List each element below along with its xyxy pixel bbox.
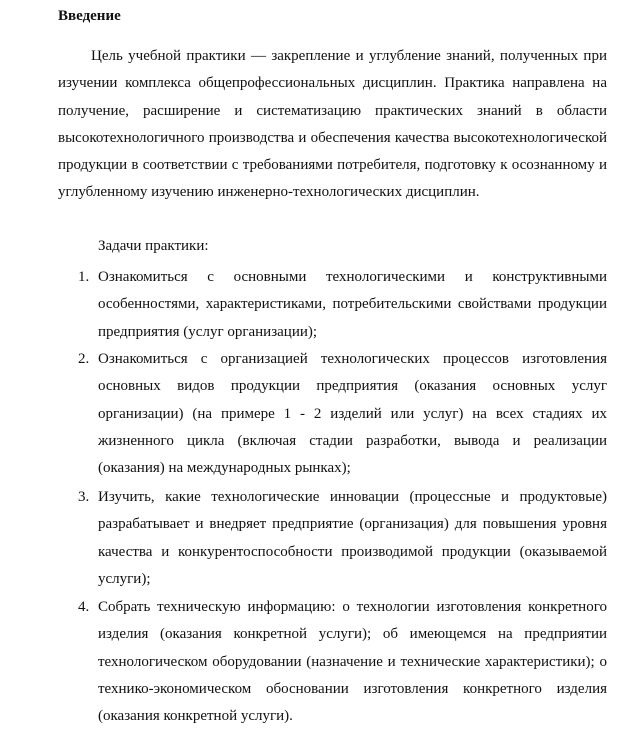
task-number: 4. [78,599,90,615]
task-text: Изучить, какие технологические инновации (процессные и продуктовые) разрабатывает и внедряет предприятие (организация) для повышения уровня качества и конкурентоспособности производимой продукции (оказываемой услуги); [98,489,607,587]
task-text: Ознакомиться с основными технологическими и конструктивными особенностями, характеристиками, потребительскими свойствами продукции предприятия (услуг организации); [98,269,607,340]
tasks-label: Задачи практики: [98,238,209,254]
task-text: Собрать техническую информацию: о технологии изготовления конкретного изделия (оказания конкретной услуги); об имеющемся на предприятии технологическом оборудовании (назначение и технические характеристики); о технико-экономическом обосновании изготовления конкретного изделия (оказания конкретной услуги). [98,599,607,725]
task-number: 2. [78,351,90,367]
task-text: Ознакомиться с организацией технологических процессов изготовления основных видов продукции предприятия (оказания основных услуг организации) (на примере 1 - 2 изделий или услуг) на всех стадиях их жизненного цикла (включая стадии разработки, вывода и реализации (оказания) на международных рынках); [98,351,607,477]
task-number: 3. [78,489,90,505]
intro-paragraph: Цель учебной практики — закрепление и углубление знаний, полученных при изучении комплекса общепрофессиональных дисциплин. Практика направлена на получение, расширение и систематизацию практических знаний в области высокотехнологичного производства и обеспечения качества высокотехнологической продукции в соответствии с требованиями потребителя, подготовку к осознанному и углубленному изучению инженерно-технологических дисциплин. [58,48,607,201]
section-heading: Введение [58,8,121,24]
task-number: 1. [78,269,90,285]
